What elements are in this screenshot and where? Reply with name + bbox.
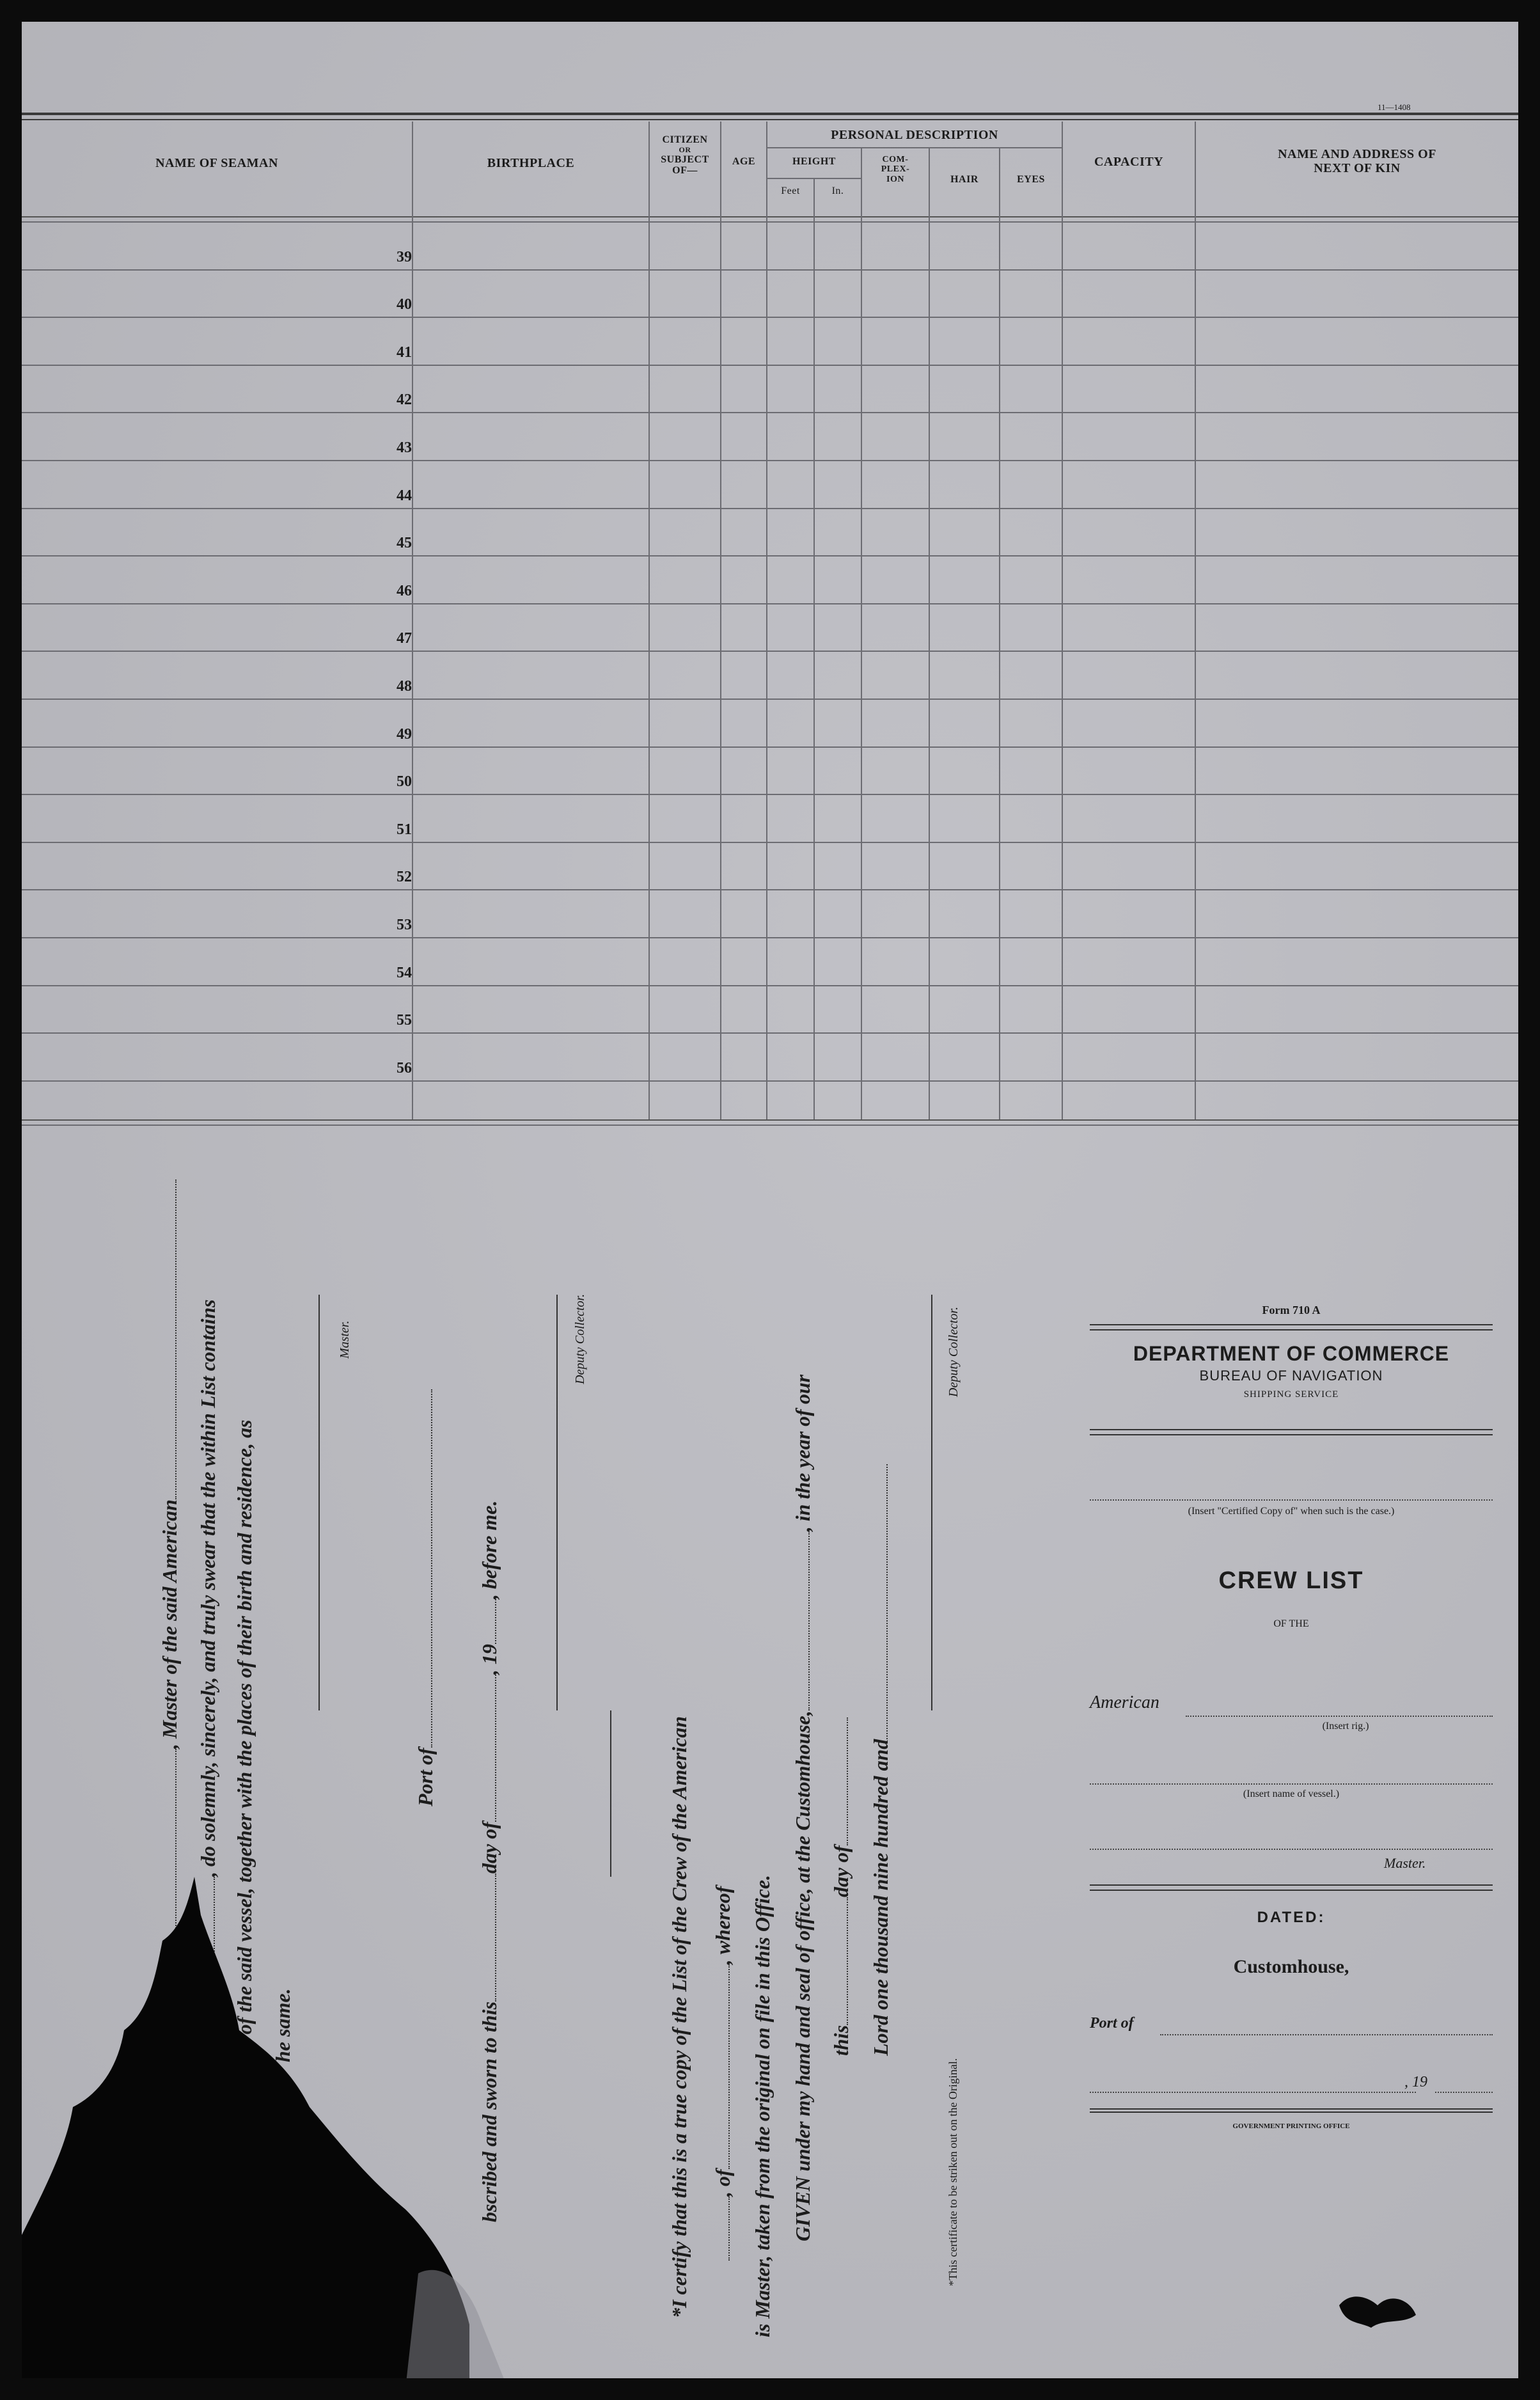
row-number: 39 [397,248,412,265]
oath-text: , 19 [478,1644,501,1675]
certificate-line-1: *I certify that this is a true copy of the List of the Crew of the American [668,1716,691,2318]
table-row-line [22,937,1518,938]
certificate-day-line [828,1717,853,2056]
insert-vessel-note: (Insert name of vessel.) [1243,1788,1340,1799]
bureau-title: BUREAU OF NAVIGATION [1199,1368,1383,1384]
master-label: Master. [1384,1855,1426,1871]
table-row-line [22,317,1518,318]
header-citizen-line: CITIZEN [662,134,708,145]
master-name-line [1090,1849,1493,1850]
top-rule [22,113,1518,115]
oath-text: , before me. [478,1500,501,1600]
certificate-line-2: is Master, taken from the original on file in this Office. [751,1874,774,2337]
ink-blot [1333,2286,1422,2337]
row-number: 49 [397,725,412,743]
service-title: SHIPPING SERVICE [1243,1389,1339,1400]
certificate-footnote: *This certificate to be striken out on the Original. [947,2058,959,2286]
header-hair: HAIR [950,174,978,185]
row-number: 41 [397,343,412,361]
header-name-of-seaman: NAME OF SEAMAN [155,156,278,170]
table-row-line [22,746,1518,748]
header-height: HEIGHT [792,156,836,167]
table-row-line [22,365,1518,366]
certificate-line-of [709,1886,735,2261]
certificate-deputy-collector: Deputy Collector. [947,1306,961,1397]
deputy-signature-line-2 [931,1295,932,1710]
table-row-line [22,889,1518,890]
table-row-line [22,699,1518,700]
cover-rule [1090,1884,1493,1891]
oath-text: Port of [414,1748,437,1806]
blank-line [789,1531,810,1710]
oath-text: , Master of the said American [158,1499,181,1749]
certificate-text: , whereof [711,1886,734,1965]
row-number: 47 [397,630,412,647]
oath-text: bscribed and sworn to this [478,2001,501,2222]
table-row-line [22,508,1518,509]
table-bottom-rule [22,1119,1518,1121]
certificate-text: this [829,2025,852,2056]
table-row-line [22,412,1518,413]
insert-rig-note: (Insert rig.) [1322,1721,1369,1732]
printer-imprint: GOVERNMENT PRINTING OFFICE [1232,2122,1350,2130]
row-number: 53 [397,917,412,933]
cover-rule [1090,2108,1493,2113]
column-line [999,148,1000,1119]
torn-corner [22,1877,508,2378]
row-number: 45 [397,535,412,552]
customhouse-label: Customhouse, [1233,1956,1349,1977]
header-citizen-line: SUBJECT [661,154,709,165]
row-number: 43 [397,439,412,456]
table-row-line [22,794,1518,795]
certificate-text: GIVEN under my hand and seal of office, at the Customhouse, [791,1710,814,2241]
header-next-of-kin-line: NEXT OF KIN [1314,161,1401,175]
oath-text: , do solemnly, sincerely, and truly swear that the within List contains [196,1299,219,1877]
blank-line [867,1464,888,1739]
date-line [1090,2092,1416,2093]
header-inches: In. [831,186,844,196]
column-line [1195,122,1196,1119]
table-row-line [22,985,1518,986]
crew-list-form-page [22,22,1518,2378]
header-rule [767,147,1062,148]
deputy-signature-line [556,1295,558,1710]
certificate-text: , of [711,2169,734,2197]
row-number: 51 [397,821,412,838]
table-row-line [22,651,1518,652]
blank-line [412,1389,432,1748]
table-bottom-rule [22,1125,1518,1126]
header-complexion-line: ION [886,174,904,184]
row-number: 54 [397,964,412,981]
header-complexion-line: COM- [882,155,909,164]
port-line [1160,2034,1493,2035]
oath-line-4: he same. [271,1988,294,2062]
row-number: 52 [397,869,412,886]
row-number: 55 [397,1012,412,1029]
certificate-text: day of [829,1845,852,1897]
rig-line [1186,1716,1493,1717]
year-line [1435,2092,1493,2093]
header-citizen-line: OR [679,145,691,154]
column-line [720,122,721,1119]
row-number: 56 [397,1059,412,1077]
divider-line [610,1710,611,1877]
blank-line [709,2197,730,2261]
dated-label: DATED: [1257,1909,1326,1926]
table-row-line [22,603,1518,604]
port-of-line [412,1389,437,1806]
column-line [648,122,650,1119]
blank-line [828,1717,848,1845]
header-personal-description: PERSONAL DESCRIPTION [831,128,998,142]
cover-rule [1090,1324,1493,1330]
oath-line-3: ew of the said vessel, together with the places of their birth and residence, as [233,1419,256,2062]
header-eyes: EYES [1017,174,1045,185]
form-reference: 11—1408 [1378,102,1411,112]
certificate-given-line [789,1375,815,2241]
column-line [1062,122,1063,1119]
cover-port-of-label: Port of [1090,2015,1134,2032]
table-row-line [22,555,1518,557]
row-number: 44 [397,487,412,504]
header-age: AGE [732,156,756,167]
header-next-of-kin-line: NAME AND ADDRESS OF [1278,147,1436,161]
cover-rule [1090,1429,1493,1435]
certificate-text: Lord one thousand nine hundred and [869,1739,892,2056]
top-rule-thin [22,119,1518,120]
header-bottom-rule [22,221,1518,223]
header-birthplace: BIRTHPLACE [487,156,575,170]
deputy-collector-caption: Deputy Collector. [573,1293,587,1384]
blank-line [156,1180,177,1499]
certificate-lord-line [867,1464,893,2056]
master-signature-line [318,1295,320,1710]
column-line [861,148,862,1119]
blank-line [476,1675,496,1822]
header-citizen [650,134,720,177]
column-line [929,148,930,1119]
header-capacity: CAPACITY [1094,155,1164,169]
table-row-line [22,842,1518,843]
crew-list-title: CREW LIST [1218,1567,1364,1594]
header-complexion [862,155,929,184]
header-bottom-rule [22,216,1518,217]
header-feet: Feet [781,186,800,196]
blank-line [476,1599,496,1644]
table-row-line [22,269,1518,271]
row-number: 42 [397,391,412,409]
certificate-text: , in the year of our [791,1374,814,1532]
oath-text: day of [478,1822,501,1874]
american-label: American [1090,1693,1159,1712]
blank-line [709,1964,730,2169]
insert-certified-note: (Insert "Certified Copy of" when such is the case.) [1188,1506,1395,1517]
header-complexion-line: PLEX- [881,164,910,175]
row-number: 50 [397,773,412,791]
department-title: DEPARTMENT OF COMMERCE [1133,1342,1450,1365]
vessel-name-line [1090,1783,1493,1785]
blank-line [828,1897,848,2025]
column-line [766,122,767,1119]
row-number: 48 [397,678,412,695]
row-number: 46 [397,582,412,599]
column-line [813,179,815,1119]
master-caption: Master. [338,1320,352,1359]
certified-copy-line [1090,1499,1493,1501]
cover-year-label: , 19 [1404,2074,1427,2090]
header-next-of-kin [1196,147,1518,175]
of-the-label: OF THE [1273,1618,1309,1629]
header-citizen-line: OF— [672,165,698,177]
table-row-line [22,1080,1518,1082]
row-number: 40 [397,296,412,313]
table-row-line [22,460,1518,461]
column-line [412,122,413,1119]
table-row-line [22,1032,1518,1034]
form-number: Form 710 A [1262,1304,1321,1316]
